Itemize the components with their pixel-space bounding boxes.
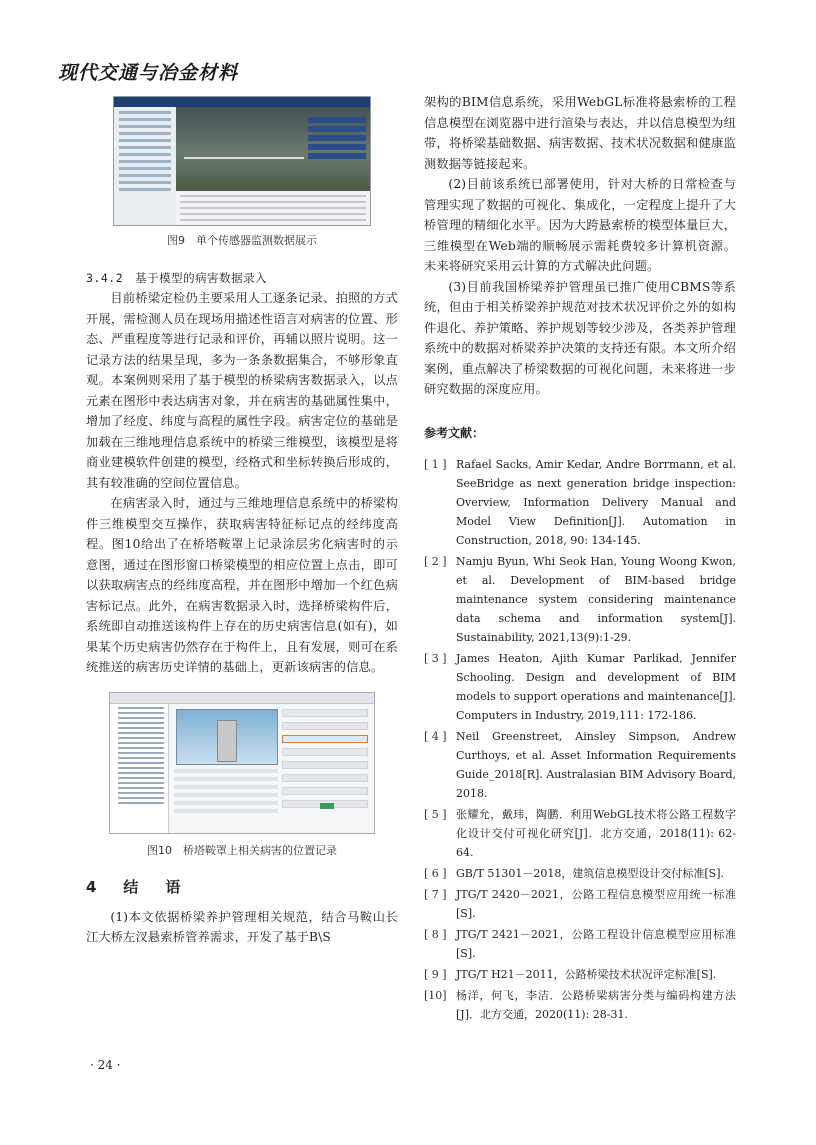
reference-number: [ 1 ] <box>424 457 447 471</box>
paragraph: 在病害录入时，通过与三维地理信息系统中的桥梁构件三维模型交互操作，获取病害特征标记点的经纬度高程。图10给出了在桥塔鞍罩上记录涂层劣化病害时的示意图，通过在图形窗口桥梁模型的相应位置上点击，即可以获取病害点的经纬度高程，并在图形中增加一个红色病害标记点。此外，在病害数据录入时，选择桥梁构件后，系统即自动推送该构件上存在的历史病害信息(如有)，如果某个历史病害仍然存在于构件上，且有发展，则可在系统推送的病害历史详情的基础上，更新该病害的信息。 <box>86 496 398 674</box>
reference-item <box>424 552 736 647</box>
reference-text: JTG/T 2420－2021，公路工程信息模型应用统一标准[S]. <box>456 887 736 920</box>
figure-9-screenshot <box>113 96 371 226</box>
reference-number: [ 7 ] <box>424 887 447 901</box>
paragraph: (1)本文依据桥梁养护管理相关规范，结合马鞍山长江大桥左汊悬索桥管养需求，开发了基于B\S <box>86 909 398 944</box>
reference-text: James Heaton, Ajith Kumar Parlikad, Jennifer Schooling. Design and development of BIM models to support operations and maintenance[J]. Computers in Industry, 2019,111: 172-186. <box>456 651 736 722</box>
figure-9-caption: 图9 单个传感器监测数据展示 <box>167 234 317 247</box>
reference-item <box>424 965 736 984</box>
reference-text: GB/T 51301－2018，建筑信息模型设计交付标准[S]. <box>456 866 725 880</box>
reference-number: [10] <box>424 988 447 1002</box>
reference-text: JTG/T 2421－2021，公路工程设计信息模型应用标准[S]. <box>456 927 736 960</box>
reference-text: Rafael Sacks, Amir Kedar, Andre Borrmann, et al. SeeBridge as next generation bridge inspection: Overview, Information Delivery Manual and Model View Definition[J]. Automation in Construction, 2018, 90: 134-145. <box>456 457 736 547</box>
section-heading: 4 结 语 <box>86 877 187 896</box>
reference-number: [ 4 ] <box>424 729 447 743</box>
reference-number: [ 2 ] <box>424 554 447 568</box>
paragraph: (3)目前我国桥梁养护管理虽已推广使用CBMS等系统，但由于相关桥梁养护规范对技术状况评价之外的如构件退化、养护策略、养护规划等较少涉及，各类养护管理系统中的数据对桥梁养护决策的支持还有限。本文所介绍案例，重点解决了桥梁数据的可视化问题，未来将进一步研究数据的深度应用。 <box>424 279 736 396</box>
journal-title: 现代交通与冶金材料 <box>58 62 239 84</box>
reference-item <box>424 727 736 803</box>
figure-10-caption: 图10 桥塔鞍罩上相关病害的位置记录 <box>147 843 337 857</box>
right-column <box>424 92 736 1026</box>
reference-item <box>424 649 736 725</box>
reference-item <box>424 864 736 883</box>
reference-text: JTG/T H21－2011，公路桥梁技术状况评定标准[S]. <box>456 967 717 981</box>
left-column <box>86 92 398 948</box>
reference-item <box>424 805 736 862</box>
reference-text: Namju Byun, Whi Seok Han, Young Woong Kwon, et al. Development of BIM-based bridge maintenance system considering maintenance data schema and information system[J]. Sustainability, 2021,13(9):1-29. <box>456 554 736 644</box>
reference-text: 杨洋，何飞，李洁．公路桥梁病害分类与编码构建方法[J]．北方交通，2020(11): 28-31. <box>456 988 736 1021</box>
reference-item <box>424 925 736 963</box>
paragraph: (2)目前该系统已部署使用，针对大桥的日常检查与管理实现了数据的可视化、集成化，一定程度上提升了大桥管理的精细化水平。因为大跨悬索桥的模型体量巨大，三维模型在Web端的顺畅展示需耗费较多计算机资源。未来将研究采用云计算的方式解决此问题。 <box>424 177 736 273</box>
reference-number: [ 3 ] <box>424 651 447 665</box>
reference-number: [ 8 ] <box>424 927 447 941</box>
references-list <box>424 455 736 1024</box>
reference-item <box>424 885 736 923</box>
page-number: · 24 · <box>90 1058 121 1072</box>
reference-item <box>424 986 736 1024</box>
reference-item <box>424 455 736 550</box>
reference-number: [ 5 ] <box>424 807 447 821</box>
paragraph: 架构的BIM信息系统，采用WebGL标准将悬索桥的工程信息模型在浏览器中进行渲染与表达，并以信息模型为纽带，将桥梁基础数据、病害数据、技术状况数据和健康监测数据等链接起来。 <box>424 95 736 171</box>
references-heading: 参考文献： <box>424 425 485 440</box>
reference-text: 张耀允，戴玮，陶鹏．利用WebGL技术将公路工程数字化设计交付可视化研究[J]．北方交通，2018(11): 62-64. <box>456 807 736 859</box>
subsection-title: 3.4.2 基于模型的病害数据录入 <box>86 271 268 285</box>
paragraph: 目前桥梁定检仍主要采用人工逐条记录、拍照的方式开展，需检测人员在现场用描述性语言对病害的位置、形态、严重程度等进行记录和评价，再辅以照片说明。这一记录方法的结果呈现，多为一条条数据集合，不够形象直观。本案例则采用了基于模型的桥梁病害数据录入，以点元素在图形中表达病害对象，并在病害的基础属性集中，增加了经度、纬度与高程的属性字段。病害定位的基础是加载在三维地理信息系统中的桥梁三维模型，该模型是将商业建模软件创建的模型，经格式和坐标转换后形成的，其有较准确的空间位置信息。 <box>86 291 398 490</box>
reference-text: Neil Greenstreet, Ainsley Simpson, Andrew Curthoys, et al. Asset Information Requirements Guide_2018[R]. Australasian BIM Advisory Board, 2018. <box>456 729 736 800</box>
reference-number: [ 6 ] <box>424 866 447 880</box>
figure-10-screenshot <box>109 692 375 834</box>
reference-number: [ 9 ] <box>424 967 447 981</box>
